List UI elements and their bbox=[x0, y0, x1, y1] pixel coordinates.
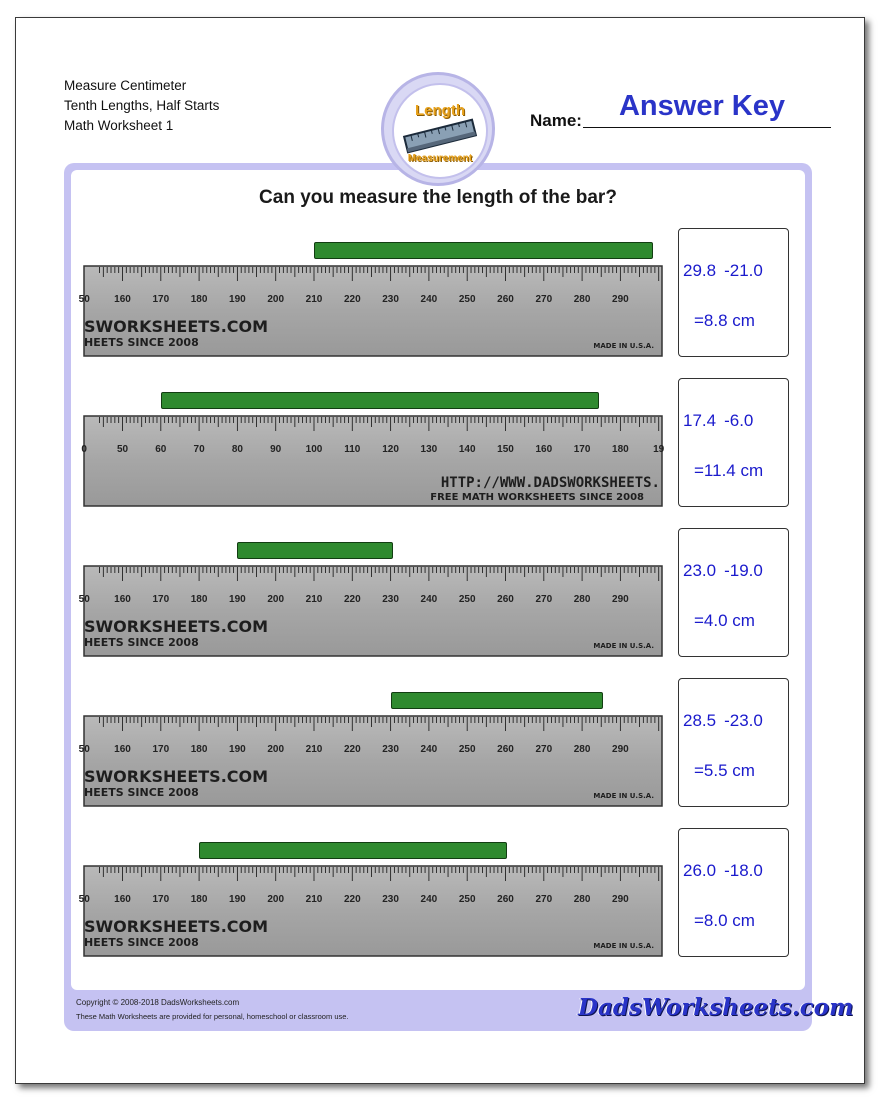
problem-row bbox=[0, 828, 880, 968]
ruler-tick-label: 50 bbox=[78, 594, 90, 605]
ruler-brand-since: HEETS SINCE 2008 bbox=[84, 336, 199, 349]
ruler-tick-label: 250 bbox=[458, 294, 476, 305]
ruler-tick-label: 290 bbox=[612, 744, 629, 755]
ruler-tick-label: 270 bbox=[535, 894, 553, 905]
worksheet-title-line1: Measure Centimeter bbox=[64, 78, 187, 93]
ruler-tick-label: 140 bbox=[458, 444, 476, 455]
ruler-tick-label: 250 bbox=[458, 744, 476, 755]
ruler-tick-label: 230 bbox=[382, 294, 399, 305]
name-line bbox=[583, 127, 831, 128]
ruler-tick-label: 230 bbox=[382, 894, 399, 905]
answer-key-text: Answer Key bbox=[618, 90, 785, 122]
ruler-tick-label: 60 bbox=[155, 444, 167, 455]
answer-end-reading: 17.4 bbox=[683, 411, 717, 430]
ruler-made-in: MADE IN U.S.A. bbox=[593, 642, 654, 650]
ruler-brand-since: FREE MATH WORKSHEETS SINCE 2008 bbox=[430, 492, 644, 503]
ruler-tick-label: 160 bbox=[114, 594, 131, 605]
ruler-tick-label: 19 bbox=[653, 444, 665, 455]
answer-box bbox=[678, 228, 789, 357]
ruler-tick-label: 260 bbox=[497, 294, 514, 305]
problem-row bbox=[0, 378, 880, 518]
ruler-tick-label: 50 bbox=[78, 294, 90, 305]
ruler-tick-label: 190 bbox=[229, 744, 246, 755]
ruler-tick-label: 120 bbox=[382, 444, 399, 455]
answer-subtraction bbox=[683, 261, 763, 281]
ruler-brand-url: SWORKSHEETS.COM bbox=[84, 767, 269, 786]
ruler-tick-label: 190 bbox=[229, 594, 246, 605]
answer-result: =5.5 cm bbox=[694, 761, 755, 780]
ruler-tick-label: 200 bbox=[267, 594, 285, 605]
measured-bar bbox=[161, 392, 600, 409]
answer-start-reading: -21.0 bbox=[724, 261, 763, 280]
logo-title: Length bbox=[415, 102, 465, 119]
answer-start-reading: -19.0 bbox=[724, 561, 763, 580]
answer-end-reading: 23.0 bbox=[683, 561, 717, 580]
answer-end-reading: 29.8 bbox=[683, 261, 717, 280]
ruler-tick-label: 200 bbox=[267, 894, 285, 905]
ruler-tick-label: 180 bbox=[190, 294, 208, 305]
ruler-tick-label: 150 bbox=[497, 444, 514, 455]
ruler-brand-url: SWORKSHEETS.COM bbox=[84, 617, 269, 636]
ruler-tick-label: 180 bbox=[190, 744, 208, 755]
ruler-tick-label: 190 bbox=[229, 294, 246, 305]
ruler-tick-label: 290 bbox=[612, 294, 629, 305]
ruler-tick-label: 210 bbox=[305, 294, 323, 305]
answer-box bbox=[678, 828, 789, 957]
ruler-brand-since: HEETS SINCE 2008 bbox=[84, 636, 199, 649]
ruler-tick-label: 170 bbox=[152, 594, 170, 605]
ruler-brand-since: HEETS SINCE 2008 bbox=[84, 936, 199, 949]
dadsworksheets-logo: DadsWorksheets.com bbox=[578, 994, 854, 1021]
logo-inner-circle bbox=[392, 83, 488, 179]
answer-subtraction bbox=[683, 861, 763, 881]
ruler-tick-label: 190 bbox=[229, 894, 246, 905]
ruler-icon bbox=[402, 121, 478, 151]
question-heading: Can you measure the length of the bar? bbox=[259, 187, 617, 208]
measured-bar bbox=[237, 542, 392, 559]
answer-result: =8.0 cm bbox=[694, 911, 755, 930]
answer-subtraction bbox=[683, 411, 753, 431]
length-measurement-logo bbox=[381, 72, 495, 186]
ruler-tick-label: 80 bbox=[231, 444, 243, 455]
ruler-made-in: MADE IN U.S.A. bbox=[593, 792, 654, 800]
ruler-tick-label: 50 bbox=[78, 894, 90, 905]
ruler-tick-label: 160 bbox=[114, 894, 131, 905]
answer-end-reading: 28.5 bbox=[683, 711, 717, 730]
problem-row bbox=[0, 528, 880, 668]
ruler-tick-label: 210 bbox=[305, 594, 323, 605]
answer-start-reading: -23.0 bbox=[724, 711, 763, 730]
ruler-tick-label: 260 bbox=[497, 594, 514, 605]
ruler-tick-label: 220 bbox=[343, 294, 361, 305]
ruler-tick-label: 180 bbox=[612, 444, 629, 455]
ruler-tick-label: 220 bbox=[343, 594, 361, 605]
ruler-brand-since: HEETS SINCE 2008 bbox=[84, 786, 199, 799]
problem-row bbox=[0, 228, 880, 368]
ruler-tick-label: 50 bbox=[78, 744, 90, 755]
ruler-tick-label: 170 bbox=[152, 894, 170, 905]
ruler-tick-label: 210 bbox=[305, 744, 323, 755]
ruler-tick-label: 160 bbox=[114, 744, 131, 755]
ruler-tick-label: 280 bbox=[573, 744, 591, 755]
answer-box bbox=[678, 378, 789, 507]
ruler-tick-label: 250 bbox=[458, 894, 476, 905]
ruler-tick-label: 230 bbox=[382, 594, 399, 605]
ruler-tick-label: 240 bbox=[420, 294, 438, 305]
ruler-tick-label: 240 bbox=[420, 744, 438, 755]
measured-bar bbox=[391, 692, 604, 709]
name-label: Name: bbox=[530, 111, 582, 130]
ruler-tick-label: 260 bbox=[497, 894, 514, 905]
ruler-tick-label: 100 bbox=[305, 444, 323, 455]
ruler-tick-label: 250 bbox=[458, 594, 476, 605]
ruler-tick-label: 280 bbox=[573, 594, 591, 605]
answer-end-reading: 26.0 bbox=[683, 861, 717, 880]
measured-bar bbox=[199, 842, 507, 859]
ruler-brand-url: SWORKSHEETS.COM bbox=[84, 917, 269, 936]
ruler-tick-label: 0 bbox=[81, 444, 87, 455]
ruler-tick-label: 170 bbox=[152, 744, 170, 755]
ruler-tick-label: 90 bbox=[270, 444, 282, 455]
answer-start-reading: -6.0 bbox=[724, 411, 754, 430]
answer-result: =11.4 cm bbox=[694, 461, 764, 480]
ruler-tick-label: 170 bbox=[573, 444, 591, 455]
measured-bar bbox=[314, 242, 653, 259]
ruler-tick-label: 200 bbox=[267, 294, 285, 305]
ruler-tick-label: 280 bbox=[573, 294, 591, 305]
ruler-tick-label: 240 bbox=[420, 594, 438, 605]
ruler-tick-label: 290 bbox=[612, 894, 629, 905]
ruler-tick-label: 270 bbox=[535, 294, 553, 305]
ruler-made-in: MADE IN U.S.A. bbox=[593, 942, 654, 950]
ruler-tick-label: 290 bbox=[612, 594, 629, 605]
ruler-tick-label: 270 bbox=[535, 744, 553, 755]
ruler bbox=[78, 266, 662, 358]
answer-subtraction bbox=[683, 561, 763, 581]
ruler bbox=[78, 866, 662, 958]
ruler-tick-label: 110 bbox=[344, 444, 361, 455]
problem-row bbox=[0, 678, 880, 818]
ruler-tick-label: 180 bbox=[190, 894, 208, 905]
ruler-brand-url: HTTP://WWW.DADSWORKSHEETS. bbox=[440, 475, 660, 491]
ruler-tick-label: 240 bbox=[420, 894, 438, 905]
ruler-made-in: MADE IN U.S.A. bbox=[593, 342, 654, 350]
answer-box bbox=[678, 528, 789, 657]
ruler-tick-label: 260 bbox=[497, 744, 514, 755]
ruler-tick-label: 160 bbox=[535, 444, 553, 455]
ruler-tick-label: 170 bbox=[152, 294, 170, 305]
ruler-tick-label: 180 bbox=[190, 594, 208, 605]
worksheet-title-line2: Tenth Lengths, Half Starts bbox=[64, 98, 220, 113]
ruler-tick-label: 210 bbox=[305, 894, 323, 905]
worksheet-title-line3: Math Worksheet 1 bbox=[64, 118, 174, 133]
ruler-tick-label: 270 bbox=[535, 594, 553, 605]
usage-note: These Math Worksheets are provided for personal, homeschool or classroom use. bbox=[76, 1012, 349, 1021]
ruler-tick-label: 160 bbox=[114, 294, 131, 305]
ruler-tick-label: 50 bbox=[116, 444, 129, 455]
answer-start-reading: -18.0 bbox=[724, 861, 763, 880]
ruler-tick-label: 220 bbox=[343, 894, 361, 905]
answer-subtraction bbox=[683, 711, 763, 731]
answer-result: =8.8 cm bbox=[694, 311, 755, 330]
ruler-tick-label: 230 bbox=[382, 744, 399, 755]
logo-subtitle: Measurement bbox=[407, 153, 473, 164]
ruler-tick-label: 200 bbox=[267, 744, 285, 755]
answer-result: =4.0 cm bbox=[694, 611, 755, 630]
ruler bbox=[78, 716, 662, 808]
ruler-tick-label: 280 bbox=[573, 894, 591, 905]
answer-box bbox=[678, 678, 789, 807]
ruler bbox=[81, 416, 665, 508]
ruler-tick-label: 130 bbox=[420, 444, 438, 455]
ruler-tick-label: 70 bbox=[193, 444, 205, 455]
ruler-tick-label: 220 bbox=[343, 744, 361, 755]
ruler-brand-url: SWORKSHEETS.COM bbox=[84, 317, 269, 336]
copyright-text: Copyright © 2008-2018 DadsWorksheets.com bbox=[76, 998, 240, 1007]
ruler bbox=[78, 566, 662, 658]
